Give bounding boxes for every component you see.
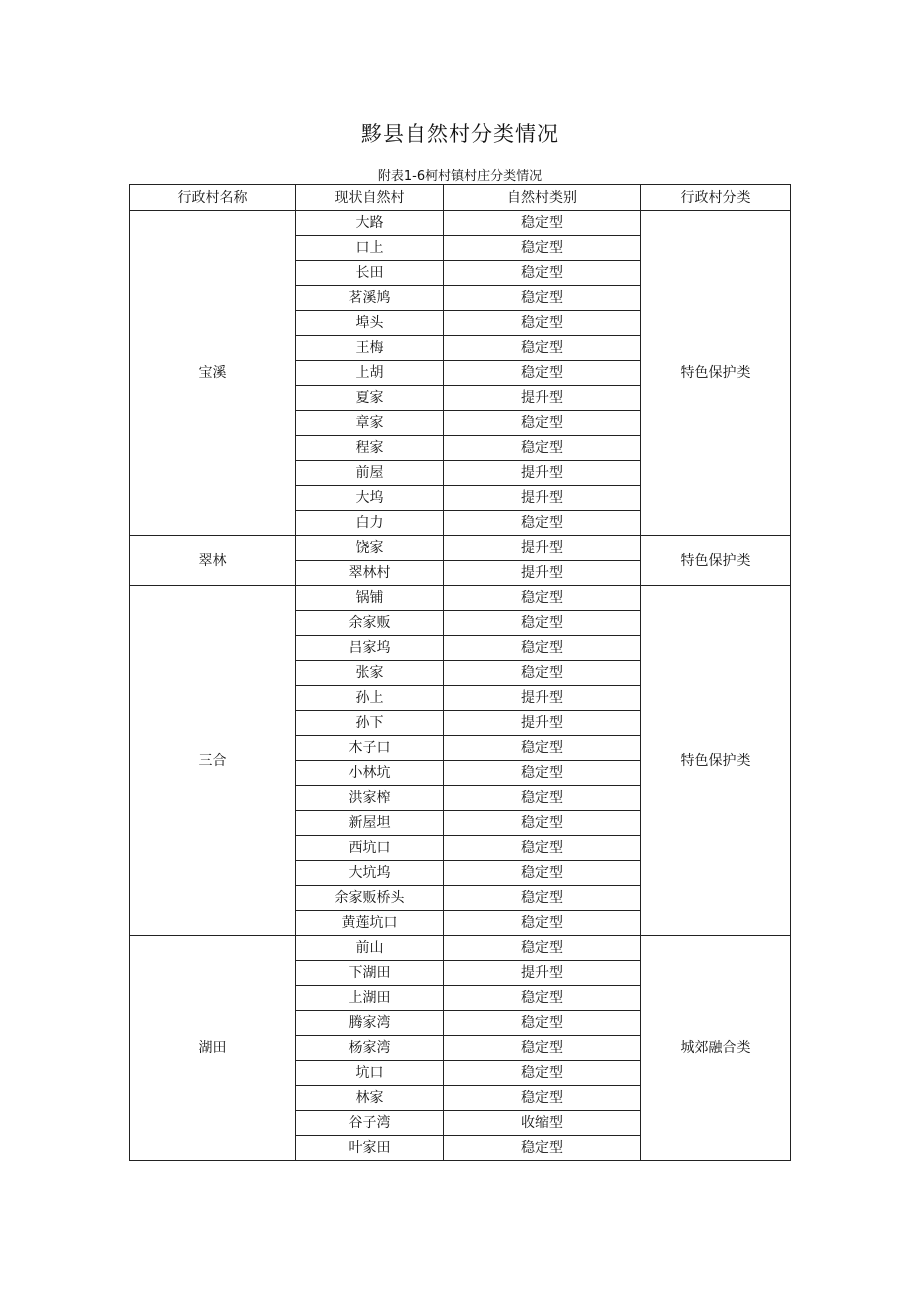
natural-village-cell: 埠头 [296,311,444,336]
natural-village-cell: 大路 [296,211,444,236]
page-title: 黟县自然村分类情况 [361,122,559,146]
admin-village-cell: 翠林 [130,536,296,586]
village-category-cell: 稳定型 [444,586,641,611]
village-category-cell: 稳定型 [444,336,641,361]
natural-village-cell: 张家 [296,661,444,686]
natural-village-cell: 小林坑 [296,761,444,786]
village-category-cell: 稳定型 [444,286,641,311]
table-row [130,586,791,611]
admin-classification-cell: 特色保护类 [641,211,791,536]
village-category-cell: 稳定型 [444,236,641,261]
village-category-cell: 稳定型 [444,936,641,961]
table-row [130,211,791,236]
village-category-cell: 稳定型 [444,911,641,936]
natural-village-cell: 孙上 [296,686,444,711]
village-category-cell: 稳定型 [444,861,641,886]
village-category-cell: 稳定型 [444,986,641,1011]
village-category-cell: 稳定型 [444,661,641,686]
natural-village-cell: 口上 [296,236,444,261]
village-category-cell: 收缩型 [444,1111,641,1136]
natural-village-cell: 谷子湾 [296,1111,444,1136]
natural-village-cell: 余家贩 [296,611,444,636]
village-category-cell: 稳定型 [444,361,641,386]
village-category-cell: 稳定型 [444,1086,641,1111]
admin-classification-cell: 特色保护类 [641,536,791,586]
natural-village-cell: 上胡 [296,361,444,386]
admin-classification-cell: 城郊融合类 [641,936,791,1161]
table-row [130,936,791,961]
village-category-cell: 提升型 [444,961,641,986]
natural-village-cell: 叶家田 [296,1136,444,1161]
village-category-cell: 稳定型 [444,1061,641,1086]
natural-village-cell: 大坞 [296,486,444,511]
village-category-cell: 稳定型 [444,786,641,811]
natural-village-cell: 章家 [296,411,444,436]
column-header-natural-village: 现状自然村 [296,185,444,211]
natural-village-cell: 下湖田 [296,961,444,986]
natural-village-cell: 白力 [296,511,444,536]
village-category-cell: 稳定型 [444,1036,641,1061]
natural-village-cell: 孙下 [296,711,444,736]
column-header-admin-village: 行政村名称 [130,185,296,211]
village-category-cell: 稳定型 [444,311,641,336]
village-category-cell: 稳定型 [444,1011,641,1036]
village-category-cell: 稳定型 [444,636,641,661]
village-category-cell: 稳定型 [444,736,641,761]
natural-village-cell: 前山 [296,936,444,961]
natural-village-cell: 杨家湾 [296,1036,444,1061]
natural-village-cell: 黄莲坑口 [296,911,444,936]
natural-village-cell: 夏家 [296,386,444,411]
village-category-cell: 提升型 [444,386,641,411]
admin-village-cell: 湖田 [130,936,296,1161]
table-row [130,536,791,561]
natural-village-cell: 茗溪鸠 [296,286,444,311]
village-category-cell: 提升型 [444,486,641,511]
village-category-cell: 稳定型 [444,211,641,236]
village-category-cell: 稳定型 [444,1136,641,1161]
natural-village-cell: 洪家榨 [296,786,444,811]
natural-village-cell: 上湖田 [296,986,444,1011]
natural-village-cell: 吕家坞 [296,636,444,661]
village-category-cell: 提升型 [444,536,641,561]
natural-village-cell: 大坑坞 [296,861,444,886]
village-category-cell: 提升型 [444,711,641,736]
village-category-cell: 稳定型 [444,611,641,636]
natural-village-cell: 锅铺 [296,586,444,611]
natural-village-cell: 腾家湾 [296,1011,444,1036]
natural-village-cell: 新屋坦 [296,811,444,836]
village-category-cell: 稳定型 [444,761,641,786]
column-header-village-category: 自然村类别 [444,185,641,211]
village-category-cell: 稳定型 [444,511,641,536]
natural-village-cell: 坑口 [296,1061,444,1086]
village-category-cell: 稳定型 [444,836,641,861]
natural-village-cell: 木子口 [296,736,444,761]
natural-village-cell: 饶家 [296,536,444,561]
admin-classification-cell: 特色保护类 [641,586,791,936]
admin-village-cell: 三合 [130,586,296,936]
natural-village-cell: 王梅 [296,336,444,361]
table-header-row [130,185,791,211]
village-category-cell: 提升型 [444,461,641,486]
natural-village-cell: 翠林村 [296,561,444,586]
village-category-cell: 稳定型 [444,436,641,461]
natural-village-cell: 西坑口 [296,836,444,861]
village-category-cell: 提升型 [444,561,641,586]
natural-village-cell: 林家 [296,1086,444,1111]
village-category-cell: 提升型 [444,686,641,711]
natural-village-cell: 余家贩桥头 [296,886,444,911]
table-caption: 附表1-6柯村镇村庄分类情况 [377,169,543,184]
village-category-cell: 稳定型 [444,261,641,286]
table-body [130,211,791,1161]
village-category-cell: 稳定型 [444,411,641,436]
village-category-cell: 稳定型 [444,886,641,911]
village-category-cell: 稳定型 [444,811,641,836]
natural-village-cell: 长田 [296,261,444,286]
column-header-admin-classification: 行政村分类 [641,185,791,211]
natural-village-cell: 程家 [296,436,444,461]
natural-village-cell: 前屋 [296,461,444,486]
admin-village-cell: 宝溪 [130,211,296,536]
village-classification-table [129,184,791,1161]
